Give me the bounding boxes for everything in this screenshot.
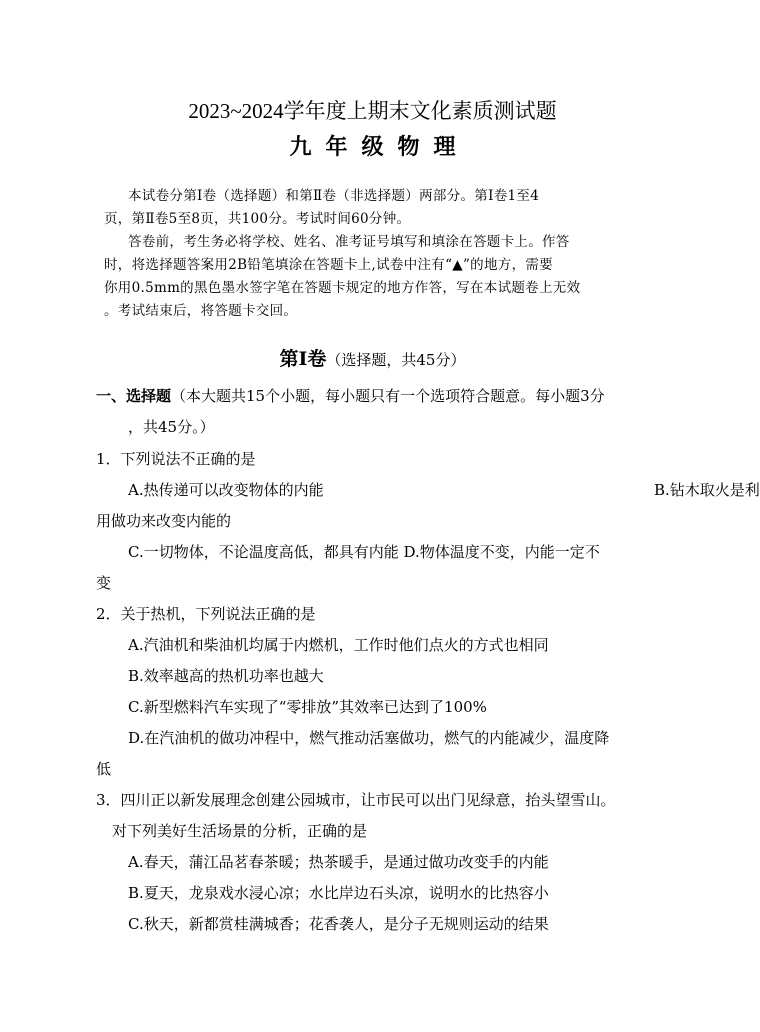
intro-line: 。考试结束后，将答题卡交回。 (104, 303, 298, 319)
option-a: A.热传递可以改变物体的内能 (128, 481, 324, 499)
part-desc-cont: ，共45分。） (128, 418, 215, 436)
exam-title: 2023~2024学年度上期末文化素质测试题 (188, 99, 557, 123)
section-name: 第Ⅰ卷 (279, 348, 327, 370)
option-cd: C.一切物体，不论温度高低，都具有内能 D.物体温度不变，内能一定不 (128, 543, 600, 561)
option-c: C.秋天，新都赏桂满城香；花香袭人，是分子无规则运动的结果 (128, 915, 549, 933)
option-d: D.在汽油机的做功冲程中，燃气推动活塞做功，燃气的内能减少，温度降 (128, 729, 610, 747)
question-stem-cont: 对下列美好生活场景的分析，正确的是 (112, 822, 368, 840)
option-a: A.汽油机和柴油机均属于内燃机，工作时他们点火的方式也相同 (128, 636, 549, 654)
option-b: B.效率越高的热机功率也越大 (128, 667, 324, 685)
section-note: （选择题，共45分） (326, 351, 466, 369)
option-b: B.夏天，龙泉戏水浸心凉；水比岸边石头凉，说明水的比热容小 (128, 884, 549, 902)
part-desc: （本大题共15个小题，每小题只有一个选项符合题意。每小题3分 (171, 387, 605, 405)
option-d-cont: 变 (96, 574, 112, 592)
question-stem: 2．关于热机，下列说法正确的是 (96, 605, 316, 623)
intro-line: 页，第Ⅱ卷5至8页，共100分。考试时间60分钟。 (104, 211, 411, 227)
intro-line: 答卷前，考生务必将学校、姓名、准考证号填写和填涂在答题卡上。作答 (128, 234, 570, 250)
intro-line: 你用0.5mm的黑色墨水签字笔在答题卡规定的地方作答，写在本试题卷上无效 (104, 280, 581, 296)
part-heading (96, 386, 605, 406)
intro-line: 时，将选择题答案用2B铅笔填涂在答题卡上,试卷中注有“▲”的地方，需要 (104, 257, 553, 273)
option-d-cont: 低 (96, 760, 112, 778)
part-label: 一、选择题 (96, 387, 172, 405)
subject-title: 九年级物理 (289, 134, 470, 160)
option-a: A.春天，蒲江品茗春茶暖；热茶暖手，是通过做功改变手的内能 (128, 853, 549, 871)
option-b-cont: 用做功来改变内能的 (96, 512, 232, 530)
section-heading (0, 344, 745, 371)
intro-line: 本试卷分第Ⅰ卷（选择题）和第Ⅱ卷（非选择题）两部分。第Ⅰ卷1至4 (128, 188, 540, 204)
question-stem: 3．四川正以新发展理念创建公园城市，让市民可以出门见绿意，抬头望雪山。 (96, 791, 616, 809)
option-row (128, 480, 760, 500)
option-c: C.新型燃料汽车实现了“零排放”其效率已达到了100% (128, 698, 487, 716)
question-stem: 1．下列说法不正确的是 (96, 450, 256, 468)
option-b: B.钻木取火是利 (654, 481, 760, 499)
